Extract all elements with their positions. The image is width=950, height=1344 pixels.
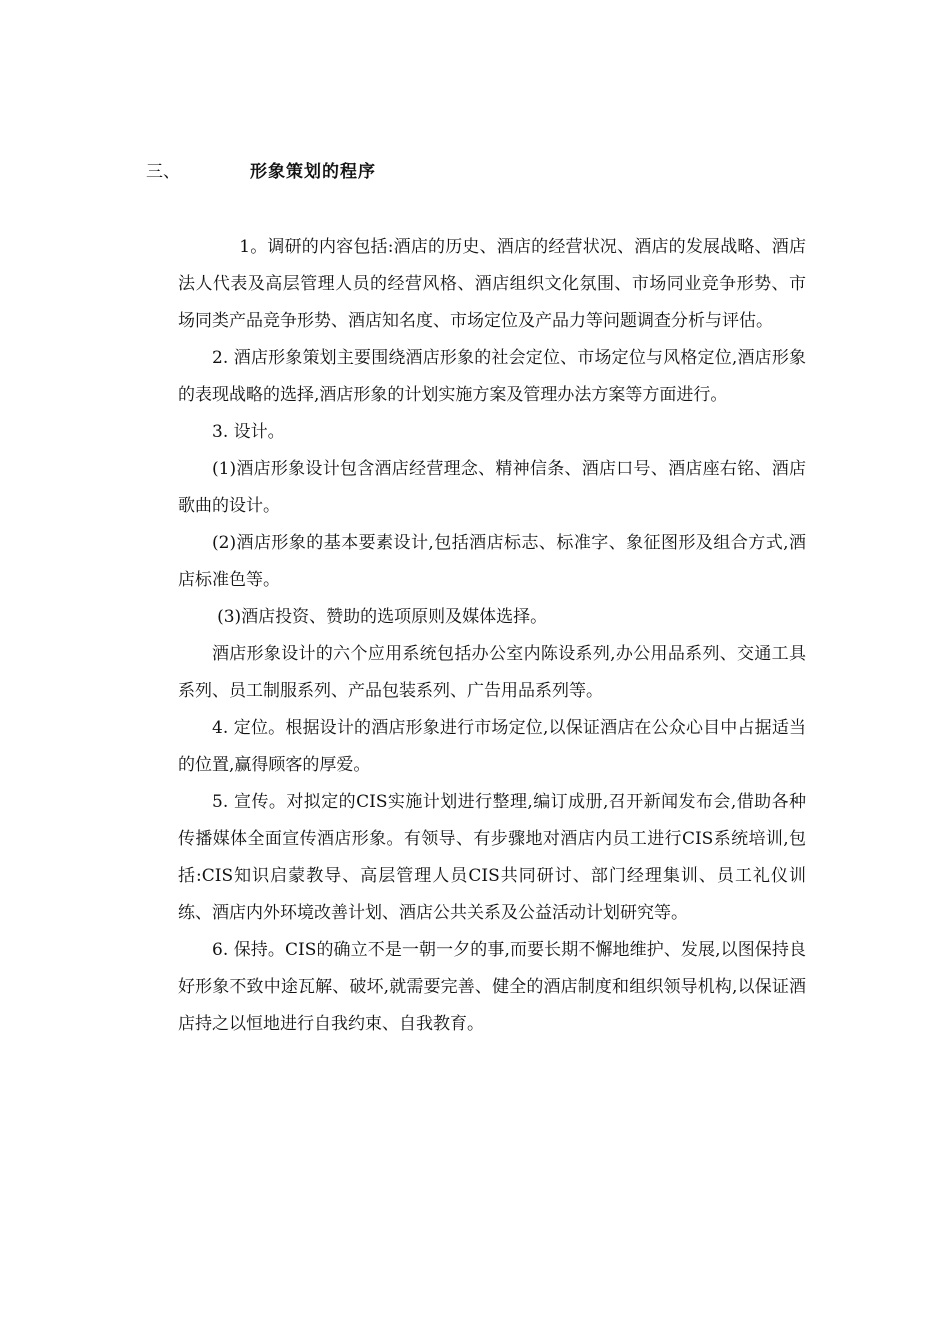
- paragraph-application-systems: 酒店形象设计的六个应用系统包括办公室内陈设系列,办公用品系列、交通工具系列、员工制服系列、产品包装系列、广告用品系列等。: [178, 644, 806, 701]
- section-number: 三、: [146, 162, 180, 182]
- paragraph-positioning: 4. 定位。根据设计的酒店形象进行市场定位,以保证酒店在公众心目中占据适当的位置,赢得顾客的厚爱。: [178, 718, 806, 775]
- paragraph-design-sub-3: (3)酒店投资、赞助的选项原则及媒体选择。: [217, 607, 548, 627]
- paragraph-design-sub-2: (2)酒店形象的基本要素设计,包括酒店标志、标准字、象征图形及组合方式,酒店标准色等。: [178, 533, 806, 590]
- paragraph-design-sub-1: (1)酒店形象设计包含酒店经营理念、精神信条、酒店口号、酒店座右铭、酒店歌曲的设计。: [178, 459, 806, 516]
- paragraph-planning: 2. 酒店形象策划主要围绕酒店形象的社会定位、市场定位与风格定位,酒店形象的表现战略的选择,酒店形象的计划实施方案及管理办法方案等方面进行。: [178, 348, 806, 405]
- section-title: 形象策划的程序: [250, 162, 376, 182]
- paragraph-design: 3. 设计。: [212, 422, 285, 442]
- document-body: [178, 229, 806, 1043]
- paragraph-research: 1。调研的内容包括:酒店的历史、酒店的经营状况、酒店的发展战略、酒店法人代表及高层管理人员的经营风格、酒店组织文化氛围、市场同业竞争形势、市场同类产品竞争形势、酒店知名度、市场定位及产品力等问题调查分析与评估。: [178, 237, 806, 331]
- paragraph-promotion: 5. 宣传。对拟定的CIS实施计划进行整理,编订成册,召开新闻发布会,借助各种传播媒体全面宣传酒店形象。有领导、有步骤地对酒店内员工进行CIS系统培训,包括:CIS知识启蒙教导、高层管理人员CIS共同研讨、部门经理集训、员工礼仪训练、酒店内外环境改善计划、酒店公共关系及公益活动计划研究等。: [178, 792, 806, 923]
- paragraph-maintenance: 6. 保持。CIS的确立不是一朝一夕的事,而要长期不懈地维护、发展,以图保持良好形象不致中途瓦解、破坏,就需要完善、健全的酒店制度和组织领导机构,以保证酒店持之以恒地进行自我约束、自我教育。: [178, 940, 806, 1034]
